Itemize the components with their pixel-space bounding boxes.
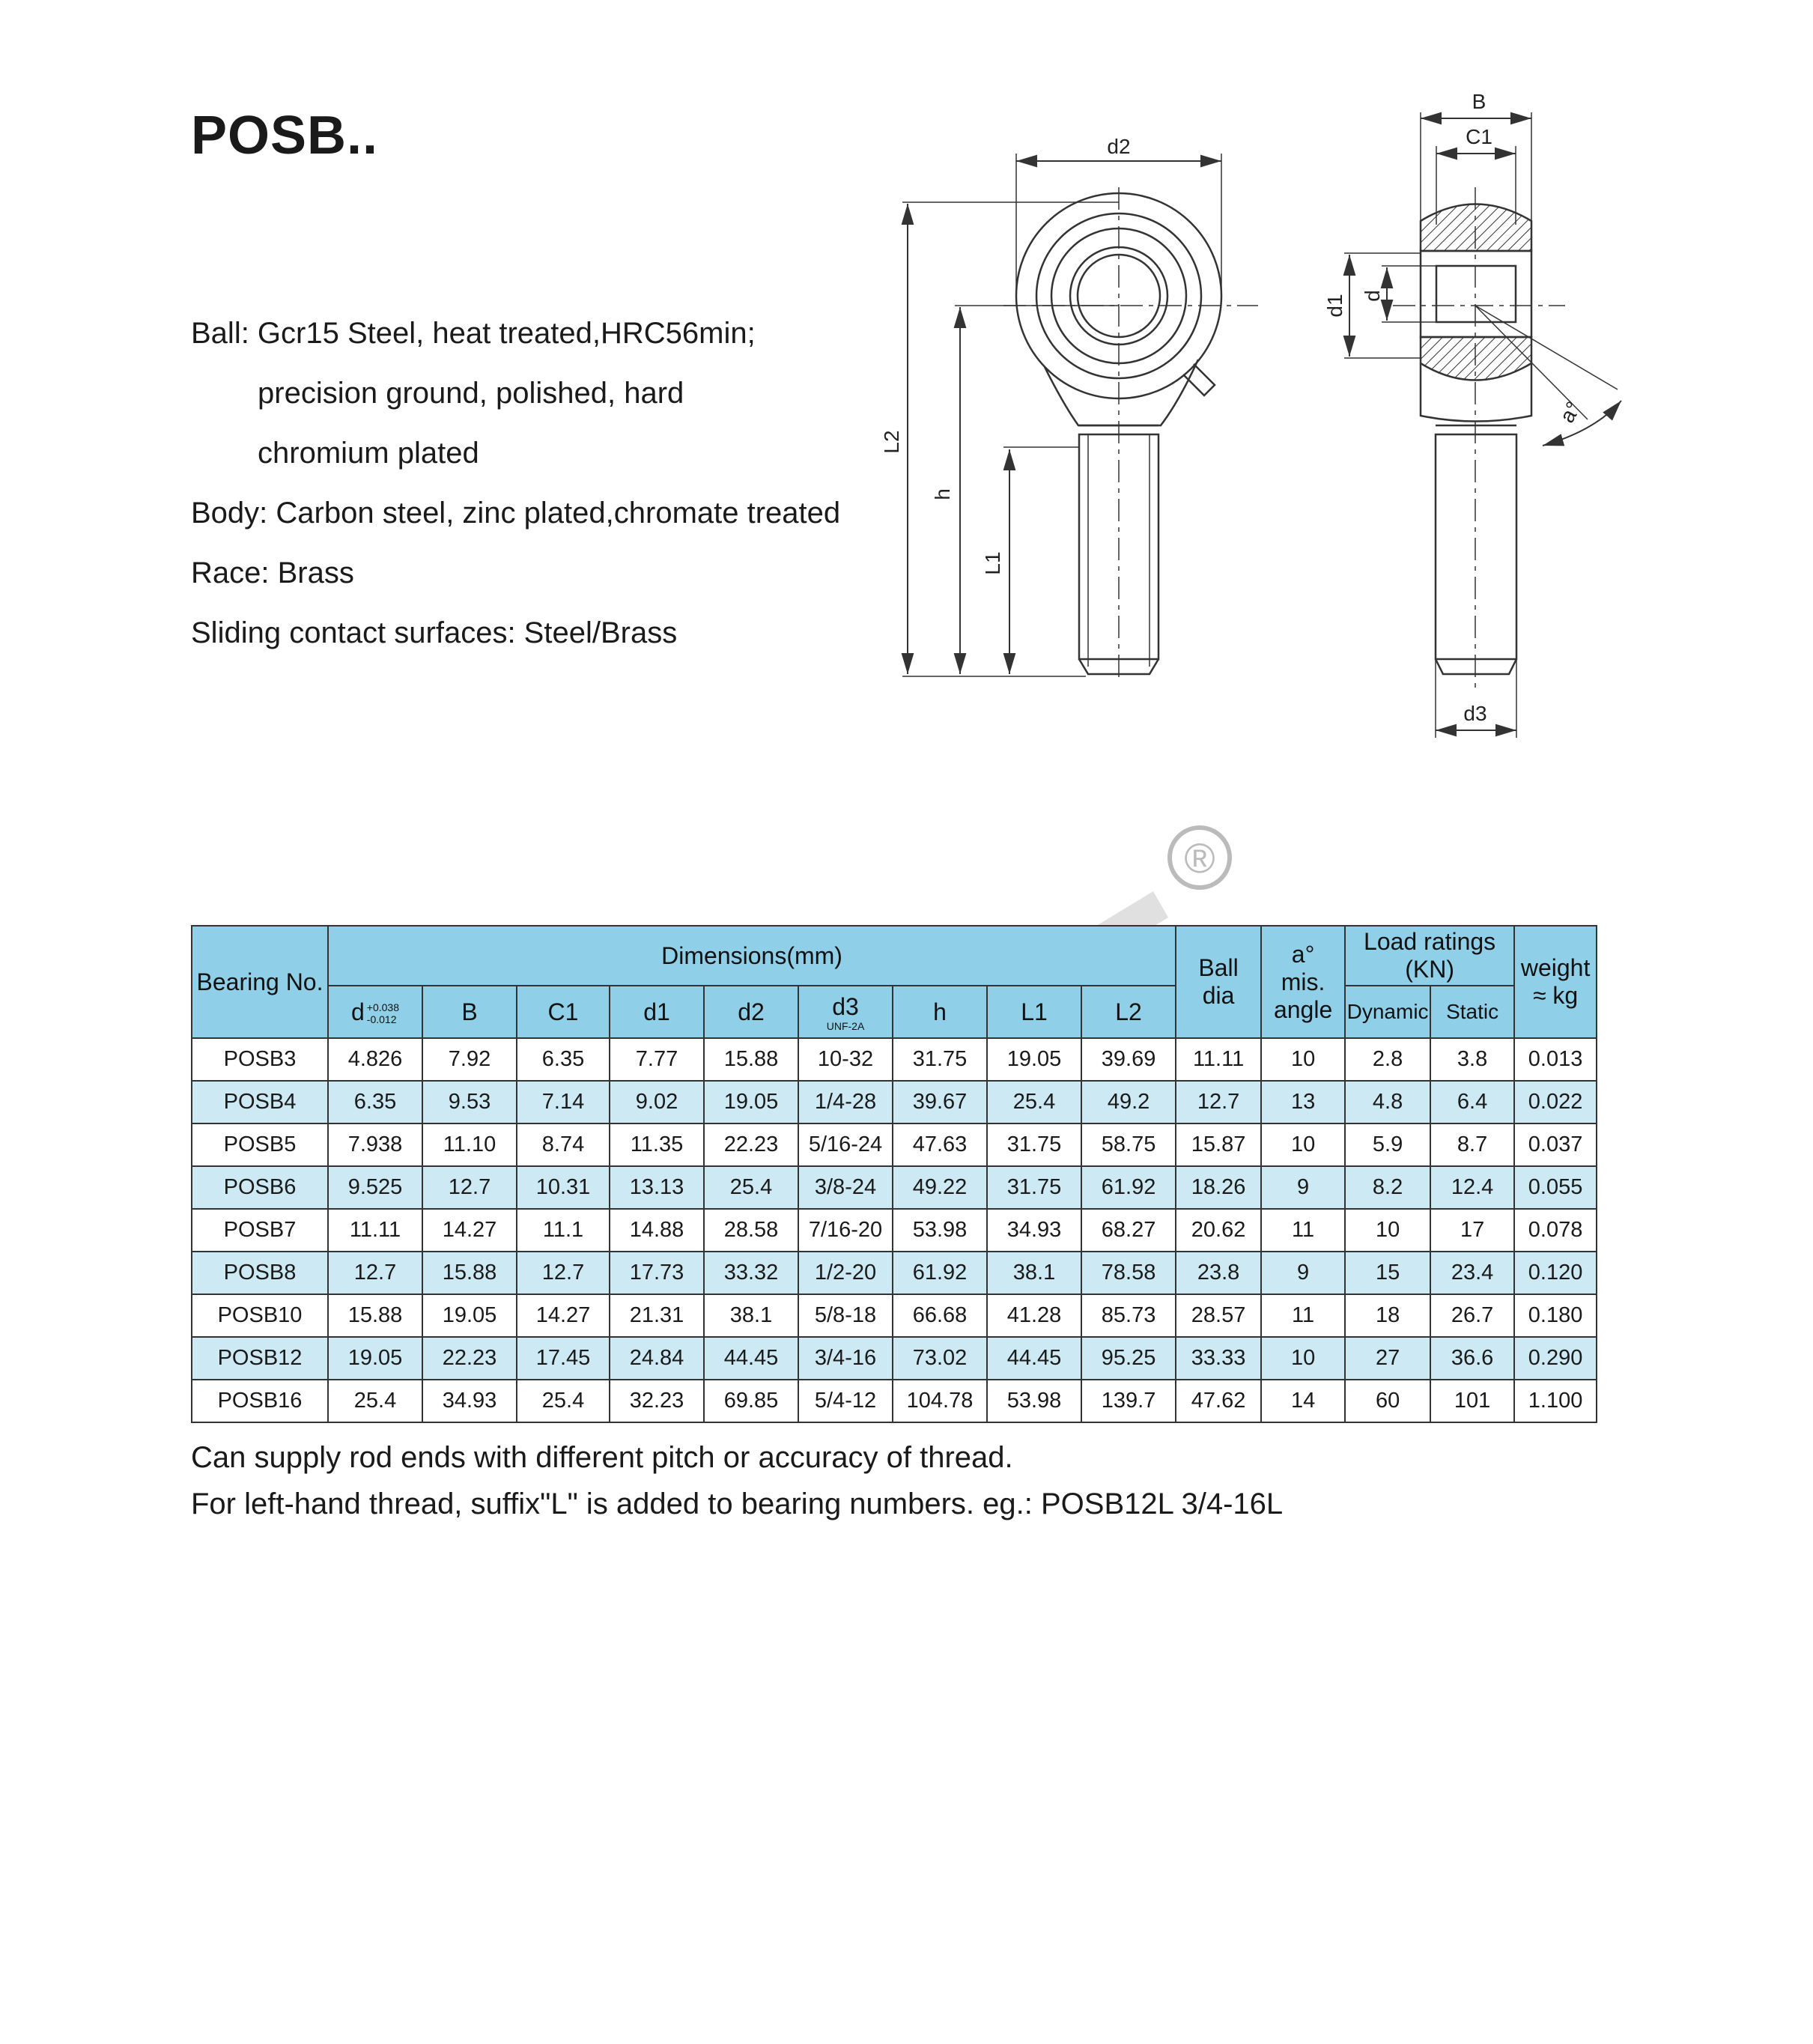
cell-d3: 1/2-20: [798, 1252, 893, 1294]
cell-mis-angle: 11: [1261, 1294, 1345, 1337]
note-left-hand-thread: For left-hand thread, suffix"L" is added to bearing numbers. eg.: POSB12L 3/4-16L: [191, 1487, 1284, 1520]
cell-dynamic: 18: [1345, 1294, 1430, 1337]
cell-d3: 3/8-24: [798, 1166, 893, 1209]
cell-L1: 38.1: [987, 1252, 1081, 1294]
cell-B: 19.05: [422, 1294, 517, 1337]
registered-mark-circle: [1170, 828, 1230, 888]
cell-bearing-no: POSB7: [192, 1209, 328, 1252]
cell-weight: 0.078: [1514, 1209, 1597, 1252]
cell-h: 39.67: [893, 1081, 987, 1123]
cell-d1: 9.02: [610, 1081, 704, 1123]
cell-d1: 14.88: [610, 1209, 704, 1252]
cell-d1: 13.13: [610, 1166, 704, 1209]
cell-L1: 44.45: [987, 1337, 1081, 1380]
header-L1: L1: [987, 986, 1081, 1038]
header-dimensions: Dimensions(mm): [328, 926, 1176, 986]
label-d2: d2: [1107, 135, 1131, 158]
cell-C1: 12.7: [517, 1252, 610, 1294]
cell-B: 14.27: [422, 1209, 517, 1252]
bore-section: [1436, 266, 1516, 322]
cell-mis-angle: 10: [1261, 1123, 1345, 1166]
cell-h: 61.92: [893, 1252, 987, 1294]
front-view: [902, 154, 1258, 682]
header-L2: L2: [1081, 986, 1176, 1038]
cell-d2: 38.1: [704, 1294, 798, 1337]
cell-dynamic: 27: [1345, 1337, 1430, 1380]
page-title: POSB..: [191, 106, 379, 166]
header-d: [328, 986, 422, 1038]
cell-d: 11.11: [328, 1209, 422, 1252]
spec-ball-plating: chromium plated: [258, 437, 479, 470]
cell-h: 49.22: [893, 1166, 987, 1209]
cell-L1: 34.93: [987, 1209, 1081, 1252]
table-body: [192, 1038, 1597, 1422]
header-dynamic: Dynamic: [1345, 986, 1430, 1038]
cell-B: 34.93: [422, 1380, 517, 1422]
cell-L1: 41.28: [987, 1294, 1081, 1337]
d-tolerance-lower: -0.012: [366, 1013, 397, 1026]
cell-weight: 0.290: [1514, 1337, 1597, 1380]
cell-weight: 0.120: [1514, 1252, 1597, 1294]
cell-L2: 78.58: [1081, 1252, 1176, 1294]
cell-static: 8.7: [1430, 1123, 1514, 1166]
label-d: d: [1361, 290, 1384, 302]
header-mis-line3: angle: [1273, 995, 1333, 1023]
header-mis-angle: [1261, 926, 1345, 1038]
label-L2: L2: [880, 430, 903, 454]
cell-bearing-no: POSB10: [192, 1294, 328, 1337]
cell-d2: 25.4: [704, 1166, 798, 1209]
label-angle-a: a°: [1555, 397, 1585, 427]
cell-ball-dia: 28.57: [1176, 1294, 1261, 1337]
label-h: h: [931, 488, 954, 500]
header-d3-thread-class: UNF-2A: [826, 1019, 865, 1032]
table-row: [192, 1038, 1597, 1081]
label-d3: d3: [1463, 702, 1487, 725]
cell-d2: 44.45: [704, 1337, 798, 1380]
table-row: [192, 1166, 1597, 1209]
label-d1: d1: [1323, 294, 1346, 318]
header-ball-dia-line2: dia: [1202, 982, 1235, 1009]
cell-mis-angle: 13: [1261, 1081, 1345, 1123]
cell-weight: 0.055: [1514, 1166, 1597, 1209]
cell-bearing-no: POSB12: [192, 1337, 328, 1380]
cell-ball-dia: 11.11: [1176, 1038, 1261, 1081]
header-d2: d2: [704, 986, 798, 1038]
label-L1: L1: [981, 551, 1004, 575]
label-B: B: [1472, 90, 1486, 113]
cell-d3: 3/4-16: [798, 1337, 893, 1380]
cell-d: 15.88: [328, 1294, 422, 1337]
race-hatch-bottom: [1421, 337, 1531, 380]
header-static: Static: [1430, 986, 1514, 1038]
cell-mis-angle: 9: [1261, 1252, 1345, 1294]
race-hatch-top: [1421, 204, 1531, 252]
spec-race: Race: Brass: [191, 557, 354, 589]
cell-d3: 5/8-18: [798, 1294, 893, 1337]
cell-bearing-no: POSB16: [192, 1380, 328, 1422]
cell-C1: 7.14: [517, 1081, 610, 1123]
cell-d3: 7/16-20: [798, 1209, 893, 1252]
spec-sliding-surfaces: Sliding contact surfaces: Steel/Brass: [191, 616, 678, 649]
cell-L2: 68.27: [1081, 1209, 1176, 1252]
lube-nipple: [1183, 364, 1215, 395]
cell-h: 73.02: [893, 1337, 987, 1380]
cell-dynamic: 10: [1345, 1209, 1430, 1252]
cell-L2: 85.73: [1081, 1294, 1176, 1337]
cell-B: 11.10: [422, 1123, 517, 1166]
header-weight-line1: weight: [1520, 954, 1591, 981]
cell-L1: 19.05: [987, 1038, 1081, 1081]
cell-static: 17: [1430, 1209, 1514, 1252]
cell-L1: 25.4: [987, 1081, 1081, 1123]
cell-dynamic: 15: [1345, 1252, 1430, 1294]
cell-d3: 10-32: [798, 1038, 893, 1081]
cell-d2: 33.32: [704, 1252, 798, 1294]
cell-static: 12.4: [1430, 1166, 1514, 1209]
cell-ball-dia: 12.7: [1176, 1081, 1261, 1123]
cell-weight: 1.100: [1514, 1380, 1597, 1422]
cell-C1: 8.74: [517, 1123, 610, 1166]
cell-B: 12.7: [422, 1166, 517, 1209]
cell-d2: 15.88: [704, 1038, 798, 1081]
header-d-tolerance: [367, 1001, 399, 1025]
cell-L2: 61.92: [1081, 1166, 1176, 1209]
cell-bearing-no: POSB4: [192, 1081, 328, 1123]
header-d-label: d: [350, 998, 365, 1025]
cell-L2: 95.25: [1081, 1337, 1176, 1380]
registered-mark: ®: [1184, 834, 1215, 882]
cell-static: 3.8: [1430, 1038, 1514, 1081]
footnotes: [191, 1434, 1283, 1527]
cell-weight: 0.013: [1514, 1038, 1597, 1081]
cell-d3: 5/4-12: [798, 1380, 893, 1422]
cell-d: 12.7: [328, 1252, 422, 1294]
cell-mis-angle: 9: [1261, 1166, 1345, 1209]
cell-h: 66.68: [893, 1294, 987, 1337]
cell-L2: 139.7: [1081, 1380, 1176, 1422]
cell-static: 36.6: [1430, 1337, 1514, 1380]
table-row: [192, 1294, 1597, 1337]
spec-body: Body: Carbon steel, zinc plated,chromate treated: [191, 497, 841, 530]
table-row: [192, 1252, 1597, 1294]
cell-bearing-no: POSB5: [192, 1123, 328, 1166]
cell-d1: 7.77: [610, 1038, 704, 1081]
cell-static: 26.7: [1430, 1294, 1514, 1337]
cell-L2: 49.2: [1081, 1081, 1176, 1123]
table-row: [192, 1123, 1597, 1166]
cell-C1: 11.1: [517, 1209, 610, 1252]
d-tolerance-upper: +0.038: [366, 1001, 399, 1014]
cell-dynamic: 60: [1345, 1380, 1430, 1422]
cell-dynamic: 4.8: [1345, 1081, 1430, 1123]
cell-B: 7.92: [422, 1038, 517, 1081]
rod-end-technical-drawing: [0, 0, 1813, 786]
header-bearing-no: Bearing No.: [192, 926, 328, 1038]
cell-d: 25.4: [328, 1380, 422, 1422]
header-weight: [1514, 926, 1597, 1038]
cell-ball-dia: 23.8: [1176, 1252, 1261, 1294]
note-thread-options: Can supply rod ends with different pitch or accuracy of thread.: [191, 1441, 1013, 1474]
cell-d: 6.35: [328, 1081, 422, 1123]
cell-dynamic: 2.8: [1345, 1038, 1430, 1081]
cell-C1: 14.27: [517, 1294, 610, 1337]
cell-d: 19.05: [328, 1337, 422, 1380]
header-ball-dia: [1176, 926, 1261, 1038]
header-ball-dia-line1: Ball: [1198, 954, 1239, 981]
cell-mis-angle: 11: [1261, 1209, 1345, 1252]
side-view: [1344, 112, 1621, 738]
header-h: h: [893, 986, 987, 1038]
cell-h: 31.75: [893, 1038, 987, 1081]
cell-ball-dia: 20.62: [1176, 1209, 1261, 1252]
header-B: B: [422, 986, 517, 1038]
cell-mis-angle: 14: [1261, 1380, 1345, 1422]
table-row: [192, 1380, 1597, 1422]
cell-C1: 6.35: [517, 1038, 610, 1081]
cell-d2: 28.58: [704, 1209, 798, 1252]
table-row: [192, 1081, 1597, 1123]
cell-d2: 22.23: [704, 1123, 798, 1166]
cell-C1: 25.4: [517, 1380, 610, 1422]
cell-weight: 0.037: [1514, 1123, 1597, 1166]
label-C1: C1: [1466, 125, 1492, 148]
cell-d1: 11.35: [610, 1123, 704, 1166]
cell-d2: 69.85: [704, 1380, 798, 1422]
cell-L1: 53.98: [987, 1380, 1081, 1422]
cell-bearing-no: POSB3: [192, 1038, 328, 1081]
cell-h: 104.78: [893, 1380, 987, 1422]
cell-d1: 21.31: [610, 1294, 704, 1337]
cell-mis-angle: 10: [1261, 1038, 1345, 1081]
table-row: [192, 1337, 1597, 1380]
cell-d1: 17.73: [610, 1252, 704, 1294]
cell-d1: 24.84: [610, 1337, 704, 1380]
header-load-ratings: [1345, 926, 1514, 986]
cell-d2: 19.05: [704, 1081, 798, 1123]
cell-d: 9.525: [328, 1166, 422, 1209]
cell-L2: 58.75: [1081, 1123, 1176, 1166]
cell-C1: 17.45: [517, 1337, 610, 1380]
cell-mis-angle: 10: [1261, 1337, 1345, 1380]
cell-dynamic: 5.9: [1345, 1123, 1430, 1166]
spec-ball-finish: precision ground, polished, hard: [258, 377, 684, 410]
header-d1: d1: [610, 986, 704, 1038]
cell-bearing-no: POSB8: [192, 1252, 328, 1294]
cell-weight: 0.022: [1514, 1081, 1597, 1123]
specifications-table: [191, 925, 1597, 1423]
cell-ball-dia: 15.87: [1176, 1123, 1261, 1166]
neck-outline: [1045, 360, 1198, 425]
cell-B: 9.53: [422, 1081, 517, 1123]
cell-d: 4.826: [328, 1038, 422, 1081]
header-d3-label: d3: [832, 992, 859, 1020]
cell-d: 7.938: [328, 1123, 422, 1166]
header-C1: C1: [517, 986, 610, 1038]
cell-B: 22.23: [422, 1337, 517, 1380]
cell-ball-dia: 33.33: [1176, 1337, 1261, 1380]
side-shank: [1436, 434, 1516, 659]
cell-C1: 10.31: [517, 1166, 610, 1209]
header-mis-line1: a°: [1291, 940, 1315, 968]
cell-dynamic: 8.2: [1345, 1166, 1430, 1209]
cell-d1: 32.23: [610, 1380, 704, 1422]
header-load-line2: (KN): [1405, 956, 1454, 983]
header-load-line1: Load ratings: [1364, 928, 1496, 955]
spec-ball: Ball: Gcr15 Steel, heat treated,HRC56min;: [191, 317, 756, 350]
cell-B: 15.88: [422, 1252, 517, 1294]
cell-L1: 31.75: [987, 1166, 1081, 1209]
cell-static: 6.4: [1430, 1081, 1514, 1123]
header-weight-line2: ≈ kg: [1532, 982, 1579, 1009]
cell-L1: 31.75: [987, 1123, 1081, 1166]
cell-bearing-no: POSB6: [192, 1166, 328, 1209]
cell-h: 53.98: [893, 1209, 987, 1252]
cell-ball-dia: 47.62: [1176, 1380, 1261, 1422]
cell-ball-dia: 18.26: [1176, 1166, 1261, 1209]
table-row: [192, 1209, 1597, 1252]
cell-weight: 0.180: [1514, 1294, 1597, 1337]
cell-h: 47.63: [893, 1123, 987, 1166]
cell-L2: 39.69: [1081, 1038, 1176, 1081]
cell-static: 101: [1430, 1380, 1514, 1422]
cell-d3: 1/4-28: [798, 1081, 893, 1123]
header-d3: [798, 986, 893, 1038]
header-mis-line2: mis.: [1281, 968, 1325, 995]
cell-static: 23.4: [1430, 1252, 1514, 1294]
cell-d3: 5/16-24: [798, 1123, 893, 1166]
